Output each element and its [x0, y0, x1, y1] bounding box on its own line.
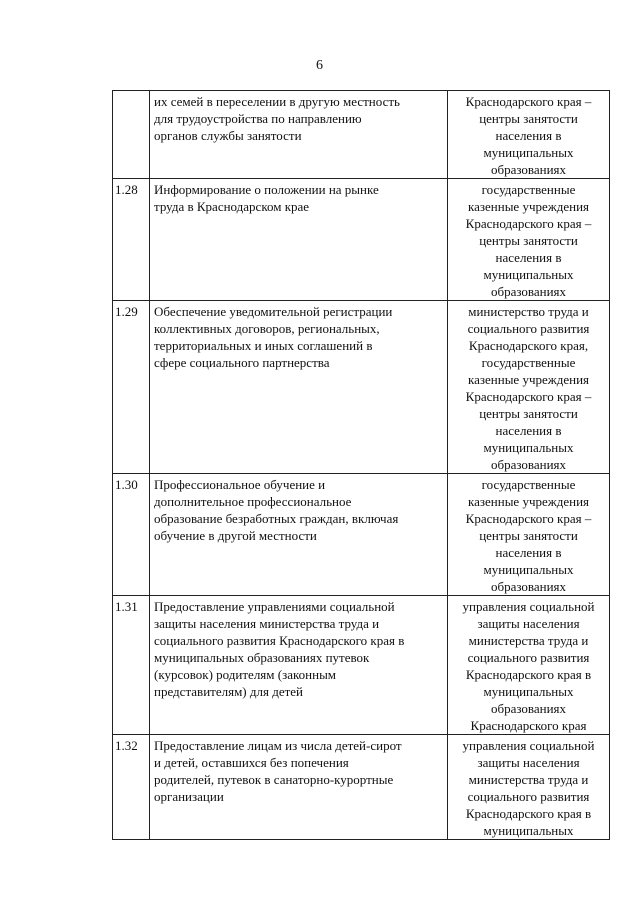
responsible-line: муниципальных: [483, 823, 574, 838]
description-line: дополнительное профессиональное: [154, 494, 352, 509]
description-line: родителей, путевок в санаторно-курортные: [154, 772, 394, 787]
responsible-line: государственные: [481, 477, 576, 492]
table-row: [113, 91, 610, 179]
item-responsible: [448, 474, 610, 596]
responsible-line: центры занятости: [479, 111, 578, 126]
responsible-line: муниципальных: [483, 440, 574, 455]
item-number: 1.28: [113, 179, 150, 301]
responsible-line: муниципальных: [483, 684, 574, 699]
measures-table: [112, 90, 610, 840]
table-body: [113, 91, 610, 840]
responsible-line: министерства труда и: [468, 633, 589, 648]
responsible-line: казенные учреждения: [467, 199, 590, 214]
responsible-line: защиты населения: [477, 616, 580, 631]
description-line: сфере социального партнерства: [154, 355, 330, 370]
page-number: 6: [316, 58, 323, 73]
description-line: Предоставление лицам из числа детей-сирот: [154, 738, 402, 753]
responsible-line: казенные учреждения: [467, 372, 590, 387]
responsible-line: Краснодарского края: [470, 718, 587, 733]
description-line: муниципальных образованиях путевок: [154, 650, 370, 665]
responsible-line: Краснодарского края –: [465, 216, 592, 231]
description-line: труда в Краснодарском крае: [154, 199, 310, 214]
item-responsible: [448, 735, 610, 840]
responsible-line: населения в: [495, 545, 562, 560]
responsible-line: муниципальных: [483, 145, 574, 160]
item-description: [150, 735, 448, 840]
table-row: [113, 301, 610, 474]
responsible-line: управления социальной: [462, 738, 595, 753]
item-number: 1.31: [113, 596, 150, 735]
responsible-line: населения в: [495, 250, 562, 265]
description-line: обучение в другой местности: [154, 528, 317, 543]
responsible-line: Краснодарского края –: [465, 94, 592, 109]
item-responsible: [448, 301, 610, 474]
description-line: коллективных договоров, региональных,: [154, 321, 380, 336]
responsible-line: центры занятости: [479, 406, 578, 421]
item-number: [113, 91, 150, 179]
responsible-line: Краснодарского края –: [465, 511, 592, 526]
table-row: [113, 596, 610, 735]
item-description: [150, 91, 448, 179]
description-line: социального развития Краснодарского края в: [154, 633, 405, 648]
description-line: организации: [154, 789, 224, 804]
description-line: Профессиональное обучение и: [154, 477, 326, 492]
item-responsible: [448, 596, 610, 735]
responsible-line: социального развития: [467, 789, 590, 804]
responsible-line: министерство труда и: [468, 304, 589, 319]
description-line: территориальных и иных соглашений в: [154, 338, 373, 353]
description-line: для трудоустройства по направлению: [154, 111, 362, 126]
item-description: [150, 596, 448, 735]
responsible-line: казенные учреждения: [467, 494, 590, 509]
description-line: представителям) для детей: [154, 684, 303, 699]
responsible-line: государственные: [481, 355, 576, 370]
description-line: Предоставление управлениями социальной: [154, 599, 395, 614]
description-line: (курсовок) родителям (законным: [154, 667, 337, 682]
item-description: [150, 474, 448, 596]
responsible-line: образованиях: [490, 284, 567, 299]
responsible-line: населения в: [495, 423, 562, 438]
description-line: органов службы занятости: [154, 128, 302, 143]
responsible-line: образованиях: [490, 701, 567, 716]
description-line: защиты населения министерства труда и: [154, 616, 380, 631]
item-number: 1.32: [113, 735, 150, 840]
description-line: их семей в переселении в другую местность: [154, 94, 400, 109]
responsible-line: управления социальной: [462, 599, 595, 614]
responsible-line: центры занятости: [479, 528, 578, 543]
item-responsible: [448, 179, 610, 301]
item-description: [150, 301, 448, 474]
item-number: 1.29: [113, 301, 150, 474]
responsible-line: социального развития: [467, 321, 590, 336]
responsible-line: Краснодарского края,: [468, 338, 589, 353]
responsible-line: образованиях: [490, 579, 567, 594]
table-row: [113, 179, 610, 301]
description-line: Информирование о положении на рынке: [154, 182, 379, 197]
responsible-line: населения в: [495, 128, 562, 143]
item-responsible: [448, 91, 610, 179]
responsible-line: Краснодарского края –: [465, 389, 592, 404]
responsible-line: муниципальных: [483, 562, 574, 577]
responsible-line: Краснодарского края в: [465, 667, 592, 682]
table-row: [113, 735, 610, 840]
item-number: 1.30: [113, 474, 150, 596]
description-line: и детей, оставшихся без попечения: [154, 755, 349, 770]
responsible-line: социального развития: [467, 650, 590, 665]
responsible-line: центры занятости: [479, 233, 578, 248]
item-description: [150, 179, 448, 301]
responsible-line: государственные: [481, 182, 576, 197]
responsible-line: муниципальных: [483, 267, 574, 282]
responsible-line: Краснодарского края в: [465, 806, 592, 821]
description-line: Обеспечение уведомительной регистрации: [154, 304, 393, 319]
responsible-line: образованиях: [490, 162, 567, 177]
responsible-line: министерства труда и: [468, 772, 589, 787]
table-row: [113, 474, 610, 596]
responsible-line: защиты населения: [477, 755, 580, 770]
responsible-line: образованиях: [490, 457, 567, 472]
description-line: образование безработных граждан, включая: [154, 511, 399, 526]
